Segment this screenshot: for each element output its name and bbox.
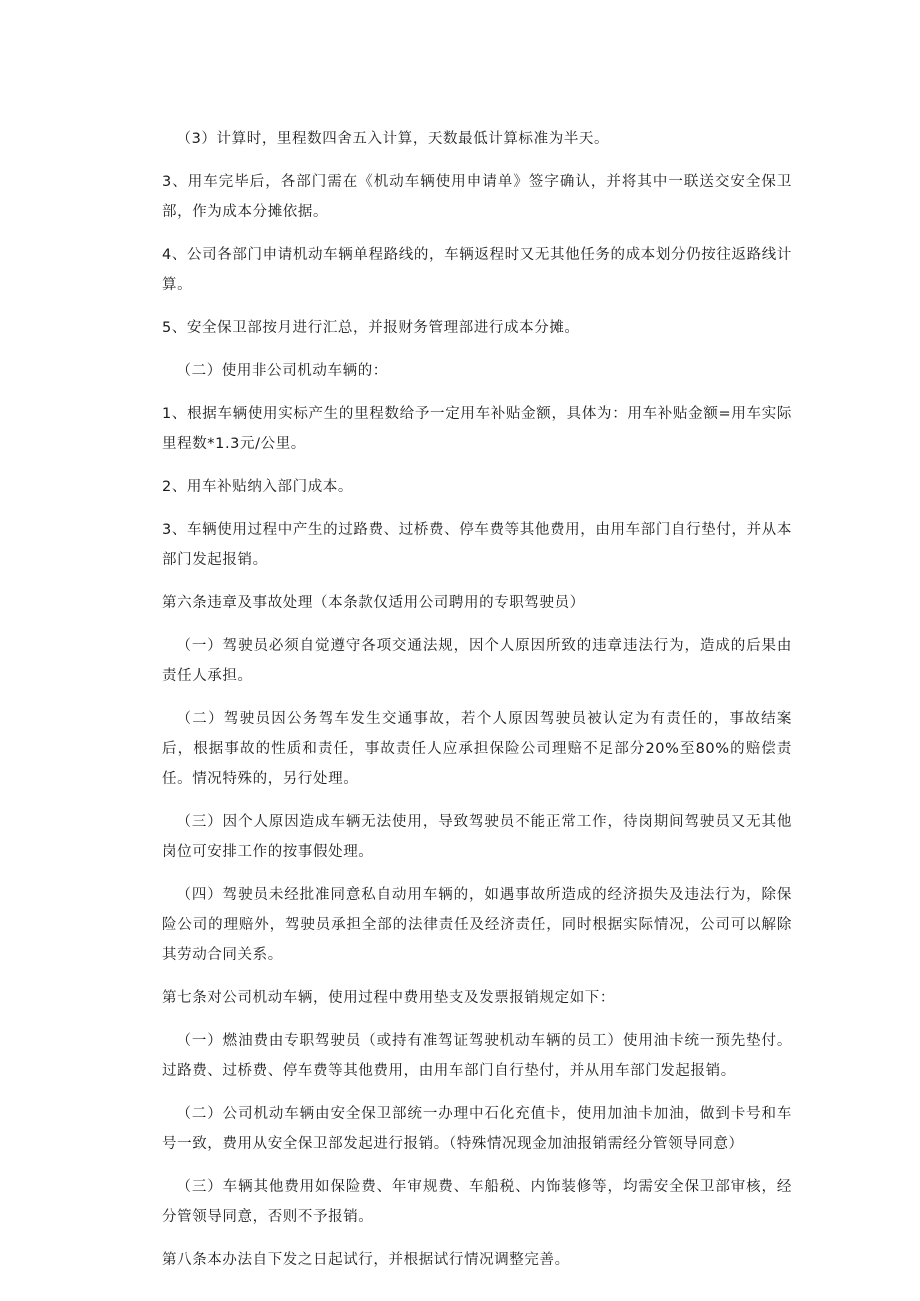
paragraph-traffic-accident: （二）驾驶员因公务驾车发生交通事故，若个人原因驾驶员被认定为有责任的，事故结案后，根据事故的性质和责任，事故责任人应承担保险公司理赔不足部分20%至80%的赔偿责任。情况特殊的，另行处理。 — [162, 711, 792, 787]
paragraph-monthly-summary: 5、安全保卫部按月进行汇总，并报财务管理部进行成本分摊。 — [162, 320, 580, 336]
article-six-heading: 第六条违章及事故处理（本条款仅适用公司聘用的专职驾驶员） — [162, 595, 585, 611]
paragraph-traffic-rules: （一）驾驶员必须自觉遵守各项交通法规，因个人原因所致的违章违法行为，造成的后果由责任人承担。 — [162, 638, 792, 684]
paragraph-calc-rule: （3）计算时，里程数四舍五入计算，天数最低计算标准为半天。 — [176, 131, 610, 147]
paragraph-one-way-route: 4、公司各部门申请机动车辆单程路线的，车辆返程时又无其他任务的成本划分仍按往返路线计算。 — [162, 247, 792, 293]
article-eight-heading: 第八条本办法自下发之日起试行，并根据试行情况调整完善。 — [162, 1252, 570, 1268]
paragraph-non-company-vehicle-heading: （二）使用非公司机动车辆的： — [176, 363, 388, 379]
paragraph-other-fees: 3、车辆使用过程中产生的过路费、过桥费、停车费等其他费用，由用车部门自行垫付，并从本部门发起报销。 — [162, 522, 792, 568]
paragraph-unauthorized-use: （四）驾驶员未经批准同意私自动用车辆的，如遇事故所造成的经济损失及违法行为，除保险公司的理赔外，驾驶员承担全部的法律责任及经济责任，同时根据实际情况，公司可以解除其劳动合同关系。 — [162, 887, 792, 963]
paragraph-mileage-subsidy: 1、根据车辆使用实标产生的里程数给予一定用车补贴金额，具体为：用车补贴金额=用车实际里程数*1.3元/公里。 — [162, 406, 792, 452]
paragraph-subsidy-cost: 2、用车补贴纳入部门成本。 — [162, 479, 354, 495]
paragraph-fuel-card: （二）公司机动车辆由安全保卫部统一办理中石化充值卡，使用加油卡加油，做到卡号和车号一致，费用从安全保卫部发起进行报销。（特殊情况现金加油报销需经分管领导同意） — [162, 1106, 792, 1152]
paragraph-other-vehicle-costs: （三）车辆其他费用如保险费、年审规费、车船税、内饰装修等，均需安全保卫部审核，经分管领导同意，否则不予报销。 — [162, 1179, 792, 1225]
paragraph-usage-confirm: 3、用车完毕后，各部门需在《机动车辆使用申请单》签字确认，并将其中一联送交安全保卫部，作为成本分摊依据。 — [162, 174, 792, 220]
paragraph-vehicle-unusable: （三）因个人原因造成车辆无法使用，导致驾驶员不能正常工作，待岗期间驾驶员又无其他岗位可安排工作的按事假处理。 — [162, 814, 792, 860]
paragraph-fuel-fee: （一）燃油费由专职驾驶员（或持有准驾证驾驶机动车辆的员工）使用油卡统一预先垫付。过路费、过桥费、停车费等其他费用，由用车部门自行垫付，并从用车部门发起报销。 — [162, 1033, 792, 1079]
article-seven-heading: 第七条对公司机动车辆，使用过程中费用垫支及发票报销规定如下： — [162, 990, 615, 1006]
document-body — [162, 124, 792, 1288]
